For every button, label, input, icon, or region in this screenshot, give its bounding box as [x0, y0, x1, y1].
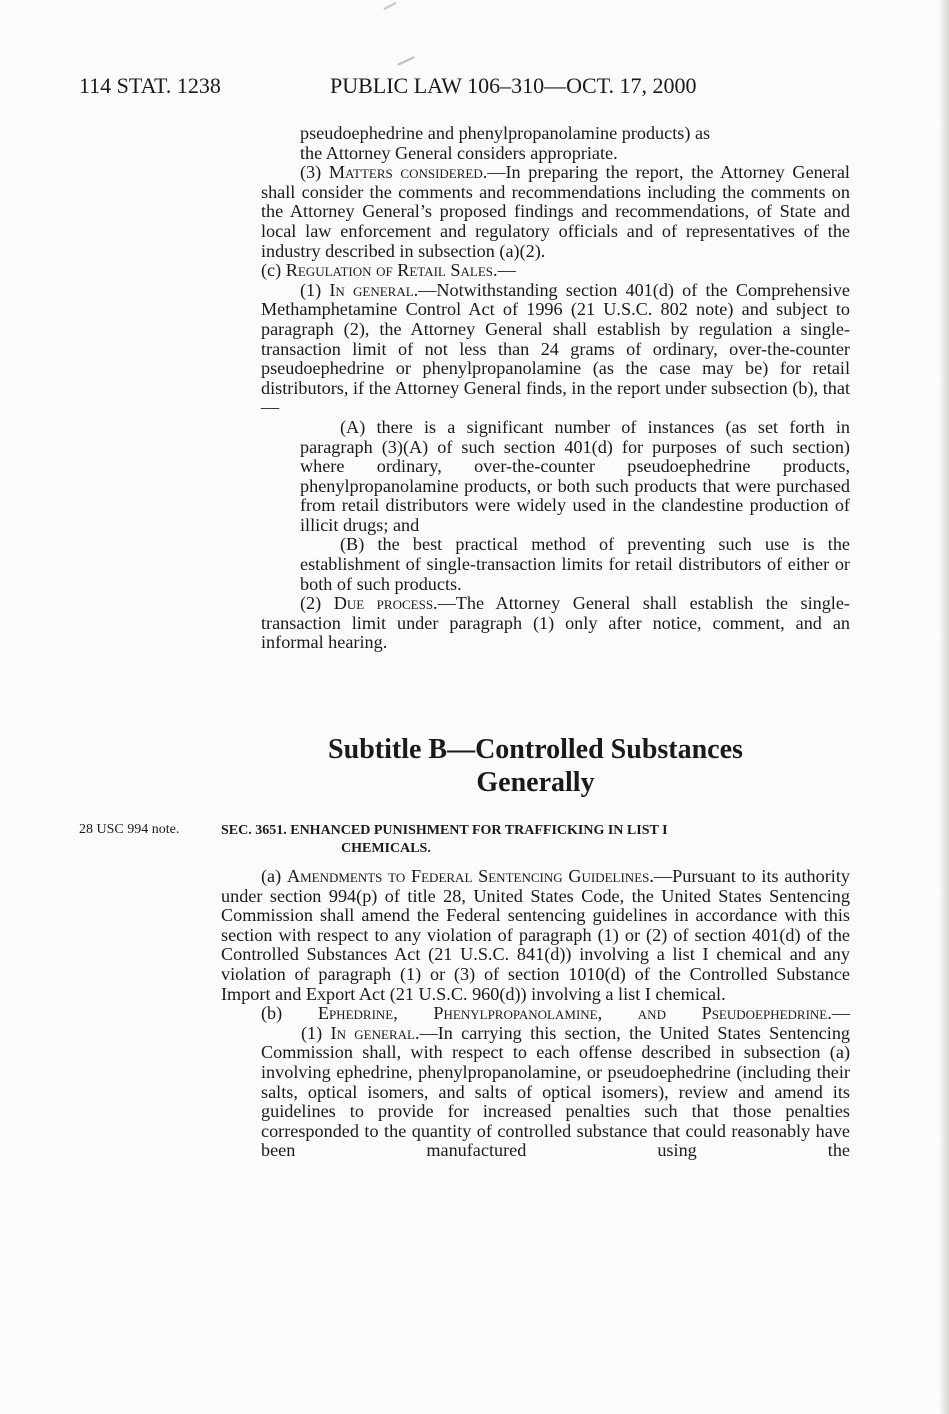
text-line: the Attorney General considers appropriate.	[300, 142, 618, 163]
subtitle-line: Generally	[476, 767, 595, 798]
paragraph-text: .—In carrying this section, the United States Sentencing Commission shall, with respect to each offense described in subsection (a) involving ephedrine, phenylpropanolamine, or pseudoephedrine (including their salts, optical isomers, and salts of optical isomers), review and amend its guidelines to provide for increased penalties such that those penalties corresponded to the quantity of controlled substance that could reasonably have been manufactured using the	[261, 1022, 851, 1161]
subsection-text: .—Pursuant to its authority under section 994(p) of title 28, United States Code, the United States Sentencing Commission shall amend the Federal sentencing guidelines in accordance with this section with respect to any violation of paragraph (1) or (2) of section 401(d) of the Controlled Substances Act (21 U.S.C. 841(d)) involving a list I chemical and any violation of paragraph (1) or (3) of section 1010(d) of the Controlled Substance Import and Export Act (21 U.S.C. 960(d)) involving a list I chemical.	[221, 866, 850, 1004]
paragraph-1-in-general	[221, 1024, 850, 1161]
upper-text-block	[261, 124, 850, 653]
statute-page-number: 114 STAT. 1238	[79, 73, 221, 98]
paragraph-2-due-process	[261, 594, 850, 653]
margin-note: 28 USC 994 note.	[79, 822, 180, 837]
heading-dash: .—	[493, 260, 516, 281]
subsection-heading: Ephedrine, Phenylpropanolamine, and Pseudoephedrine	[317, 1003, 828, 1024]
section-heading-line: SEC. 3651. ENHANCED PUNISHMENT FOR TRAFFICKING IN LIST I	[221, 823, 668, 838]
section-heading-line: CHEMICALS.	[341, 841, 431, 856]
subsection-number: (c)	[261, 260, 286, 281]
subsection-heading: Regulation of Retail Sales	[285, 260, 494, 281]
text-line: pseudoephedrine and phenylpropanolamine products) as	[300, 123, 711, 143]
subsection-number: (b)	[261, 1003, 318, 1024]
paragraph-number: (1)	[301, 1022, 331, 1043]
paragraph-number: (1)	[300, 279, 330, 300]
paragraph-text: .—The Attorney General shall establish the single-transaction limit under paragraph (1) only after notice, comment, and an informal hearing.	[261, 593, 850, 653]
paragraph-continuation	[261, 124, 850, 163]
subparagraph-b: (B) the best practical method of preventing such use is the establishment of single-transaction limits for retail distributors of either or both of such products.	[300, 534, 850, 594]
paragraph-heading: Matters considered	[328, 162, 483, 183]
subsection-number: (a)	[261, 866, 287, 886]
paragraph-heading: Due process	[333, 593, 434, 614]
page-edge-shadow	[939, 0, 949, 1414]
scan-speck	[383, 2, 396, 10]
paragraph-number: (2)	[300, 593, 334, 614]
subsection-a	[221, 867, 850, 1004]
subtitle-heading	[221, 733, 850, 799]
subsection-c-heading	[261, 261, 850, 281]
paragraph-text: .—In preparing the report, the Attorney General shall consider the comments and recommendations including the comments on the Attorney General’s proposed findings and recommendations, of State and local law enforcement and regulatory officials and of representatives of the industry described in subsection (a)(2).	[261, 162, 850, 261]
paragraph-3-matters-considered	[261, 163, 850, 261]
paragraph-heading: In general	[329, 279, 414, 300]
subparagraph-a: (A) there is a significant number of instances (as set forth in paragraph (3)(A) of such section 401(d) for purposes of such section) where ordinary, over-the-counter pseudoephedrine products, phenylpropanolamine products, or both such products that were purchased from retail distributors were widely used in the clandestine production of illicit drugs; and	[300, 416, 850, 535]
paragraph-heading: In general	[330, 1022, 415, 1043]
subsection-heading: Amendments to Federal Sentencing Guidelines	[286, 866, 650, 886]
subsection-b-heading	[221, 1004, 850, 1024]
paragraph-text: .—Notwithstanding section 401(d) of the Comprehensive Methamphetamine Control Act of 1996 (21 U.S.C. 802 note) and subject to paragraph (2), the Attorney General shall establish by regulation a single-transaction limit of not less than 24 grams of ordinary, over-the-counter pseudoephedrine or phenylpropanolamine (as the case may be) for retail distributors, if the Attorney General finds, in the report under subsection (b), that—	[261, 279, 850, 418]
public-law-title: PUBLIC LAW 106–310—OCT. 17, 2000	[330, 73, 697, 98]
paragraph-number: (3)	[300, 162, 329, 183]
subtitle-line: Subtitle B—Controlled Substances	[328, 734, 743, 765]
lower-text-block	[221, 867, 850, 1161]
heading-dash: .—	[827, 1003, 850, 1024]
paragraph-1-in-general	[261, 281, 850, 418]
scan-speck	[397, 56, 414, 65]
section-heading	[221, 822, 850, 858]
